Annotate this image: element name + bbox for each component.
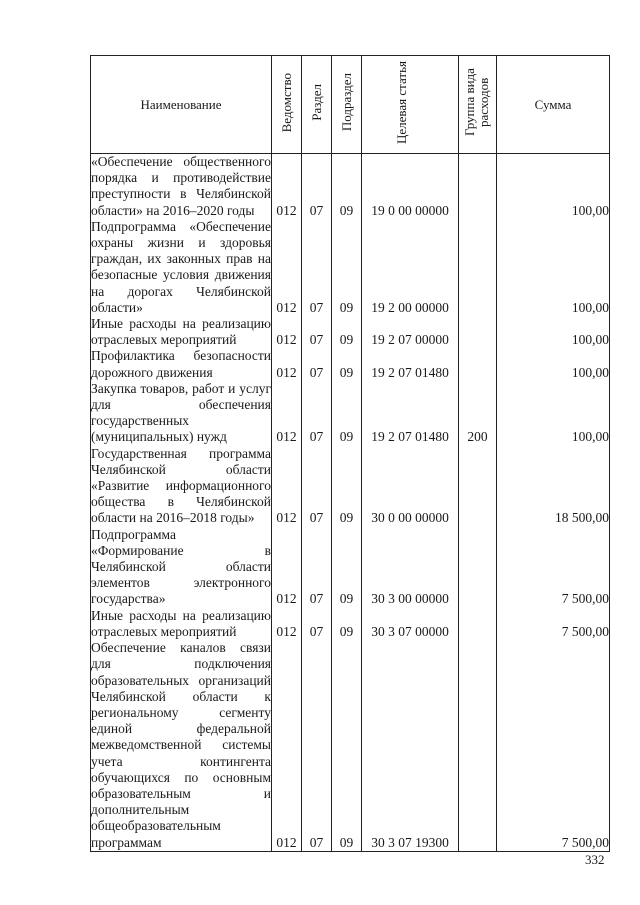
row-name: «Обеспечение общественного порядка и противодействие преступности в Челябинской области» на 2016–2020 годы — [91, 154, 271, 218]
row-podrazdel: 09 — [332, 527, 362, 608]
header-gruppa-vida-rashodov: Группа вида расходов — [459, 56, 497, 154]
row-celevaya-statya: 30 3 07 19300 — [362, 640, 459, 851]
row-celevaya-statya: 19 0 00 00000 — [362, 154, 459, 219]
row-celevaya-statya: 19 2 07 00000 — [362, 316, 459, 348]
table-row — [91, 316, 610, 348]
row-summa: 100,00 — [497, 348, 610, 380]
row-gruppa-vida-rashodov — [459, 154, 497, 219]
budget-table — [90, 55, 610, 852]
row-razdel: 07 — [302, 219, 332, 316]
row-summa: 100,00 — [497, 316, 610, 348]
row-razdel: 07 — [302, 640, 332, 851]
row-vedomstvo: 012 — [272, 219, 302, 316]
row-name: Иные расходы на реализацию отраслевых мероприятий — [91, 607, 271, 639]
row-razdel: 07 — [302, 381, 332, 446]
row-vedomstvo: 012 — [272, 446, 302, 527]
header-razdel: Раздел — [302, 56, 332, 154]
header-vedomstvo: Ведомство — [272, 56, 302, 154]
row-razdel: 07 — [302, 608, 332, 640]
row-vedomstvo: 012 — [272, 640, 302, 851]
row-celevaya-statya: 30 3 07 00000 — [362, 608, 459, 640]
row-summa: 7 500,00 — [497, 527, 610, 608]
header-row — [91, 56, 610, 154]
row-summa: 100,00 — [497, 381, 610, 446]
row-name: Закупка товаров, работ и услуг для обеспечения государственных (муниципальных) нужд — [91, 380, 271, 445]
row-celevaya-statya: 19 2 07 01480 — [362, 381, 459, 446]
row-summa: 100,00 — [497, 154, 610, 219]
row-vedomstvo: 012 — [272, 381, 302, 446]
row-podrazdel: 09 — [332, 640, 362, 851]
row-podrazdel: 09 — [332, 154, 362, 219]
row-razdel: 07 — [302, 316, 332, 348]
row-name: Иные расходы на реализацию отраслевых мероприятий — [91, 316, 271, 348]
header-name: Наименование — [91, 56, 272, 154]
row-vedomstvo: 012 — [272, 154, 302, 219]
header-summa: Сумма — [497, 56, 610, 154]
row-razdel: 07 — [302, 154, 332, 219]
row-celevaya-statya: 19 2 07 01480 — [362, 348, 459, 380]
table-row — [91, 219, 610, 316]
row-summa: 7 500,00 — [497, 640, 610, 851]
row-name: Подпрограмма «Формирование в Челябинской области элементов электронного государства» — [91, 526, 271, 607]
row-gruppa-vida-rashodov — [459, 608, 497, 640]
row-gruppa-vida-rashodov: 200 — [459, 381, 497, 446]
row-summa: 18 500,00 — [497, 446, 610, 527]
row-razdel: 07 — [302, 527, 332, 608]
row-name: Государственная программа Челябинской области «Развитие информационного общества в Челябинской области на 2016–2018 годы» — [91, 445, 271, 526]
row-razdel: 07 — [302, 446, 332, 527]
row-name: Профилактика безопасности дорожного движения — [91, 348, 271, 380]
row-celevaya-statya: 30 0 00 00000 — [362, 446, 459, 527]
row-vedomstvo: 012 — [272, 527, 302, 608]
row-gruppa-vida-rashodov — [459, 219, 497, 316]
row-name: Обеспечение каналов связи для подключения образовательных организаций Челябинской области к региональному сегменту единой федеральной межведомственной системы учета контингента обучающихся по основным образовательным и дополнительным общеобразовательным программам — [91, 640, 271, 850]
row-podrazdel: 09 — [332, 446, 362, 527]
table-row — [91, 154, 610, 219]
table-row — [91, 640, 610, 851]
row-gruppa-vida-rashodov — [459, 640, 497, 851]
table-row — [91, 608, 610, 640]
row-podrazdel: 09 — [332, 608, 362, 640]
table-row — [91, 381, 610, 446]
page-number: 332 — [585, 852, 605, 867]
row-summa: 7 500,00 — [497, 608, 610, 640]
row-gruppa-vida-rashodov — [459, 446, 497, 527]
table-row — [91, 446, 610, 527]
header-celevaya-statya: Целевая статья — [362, 56, 459, 154]
row-podrazdel: 09 — [332, 316, 362, 348]
row-gruppa-vida-rashodov — [459, 348, 497, 380]
row-vedomstvo: 012 — [272, 608, 302, 640]
row-razdel: 07 — [302, 348, 332, 380]
row-gruppa-vida-rashodov — [459, 527, 497, 608]
row-celevaya-statya: 19 2 00 00000 — [362, 219, 459, 316]
row-podrazdel: 09 — [332, 348, 362, 380]
table-row — [91, 348, 610, 380]
row-name: Подпрограмма «Обеспечение охраны жизни и здоровья граждан, их законных прав на безопасные условия движения на дорогах Челябинской области» — [91, 218, 271, 315]
table-row — [91, 527, 610, 608]
row-summa: 100,00 — [497, 219, 610, 316]
row-celevaya-statya: 30 3 00 00000 — [362, 527, 459, 608]
header-podrazdel: Подраздел — [332, 56, 362, 154]
row-podrazdel: 09 — [332, 381, 362, 446]
row-gruppa-vida-rashodov — [459, 316, 497, 348]
row-vedomstvo: 012 — [272, 348, 302, 380]
row-vedomstvo: 012 — [272, 316, 302, 348]
row-podrazdel: 09 — [332, 219, 362, 316]
